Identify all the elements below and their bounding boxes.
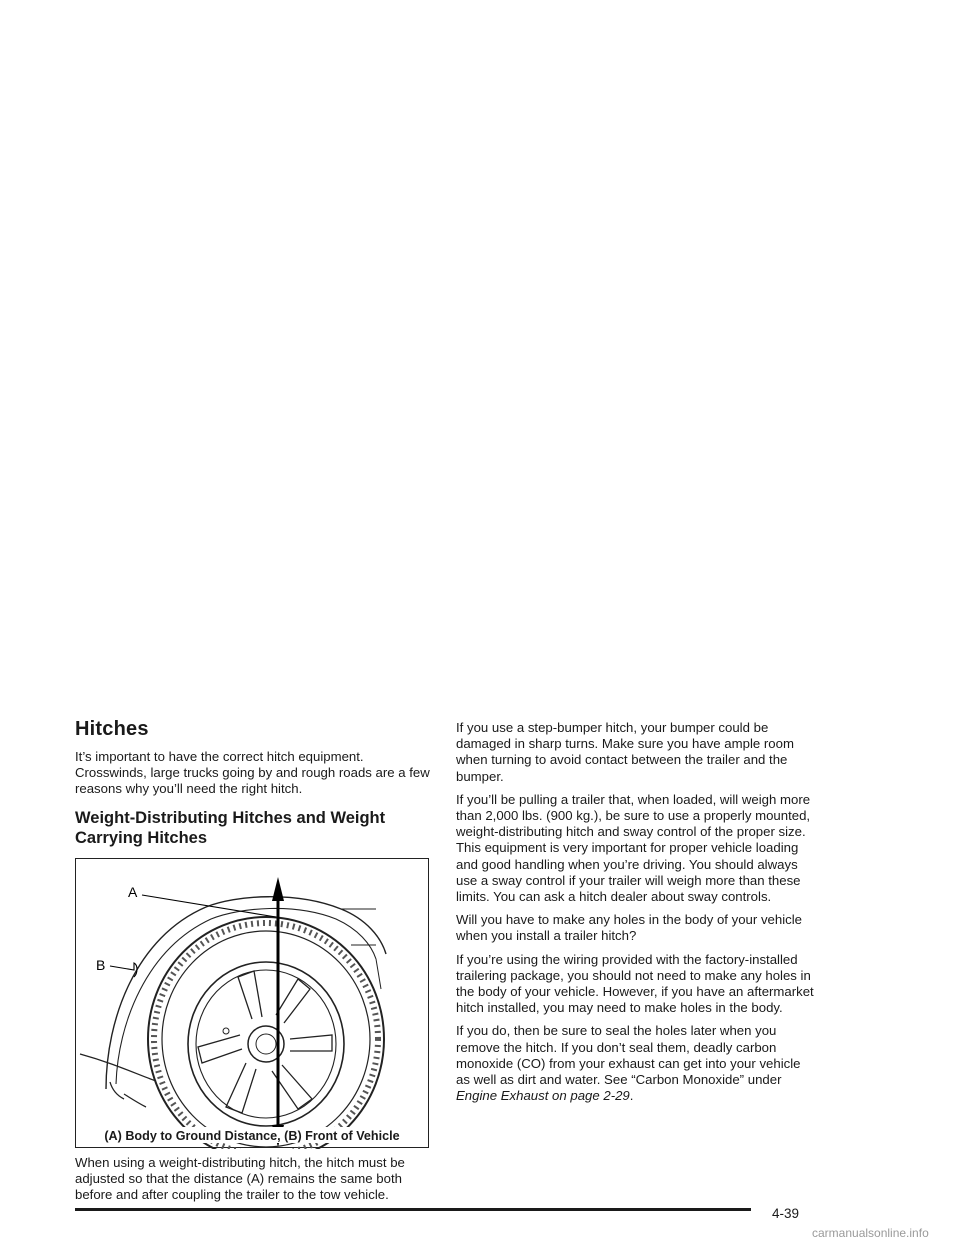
page-number: 4-39 [772,1206,800,1221]
label-b: B [96,956,106,973]
seal-holes-text: If you do, then be sure to seal the holes later when you remove the hitch. If you don’t seal them, deadly carbon monoxide (CO) from your exhaust can get into your vehicle as well as dirt and water. See “Carbon Monoxide” under [456,1023,801,1088]
holes-question-paragraph: Will you have to make any holes in the body of your vehicle when you install a trailer hitch? [456,912,802,944]
right-column [456,720,818,1111]
sway-control-paragraph: If you’ll be pulling a trailer that, when loaded, will weigh more than 2,000 lbs. (900 kg.), be sure to use a properly mounted, weight-distributing hitch and sway control of the proper size. This equipment is very important for proper vehicle loading and good handling when you’re driving. You should always use a sway control if your trailer will weigh more than these limits. You can ask a hitch dealer about sway controls. [456,791,811,905]
hitches-intro: It’s important to have the correct hitch equipment. Crosswinds, large trucks going by and rough roads are a few reasons why you’ll need the right hitch. [75,749,430,797]
wheel-illustration [76,859,430,1149]
weight-hitch-paragraph: When using a weight-distributing hitch, the hitch must be adjusted so that the distance (A) remains the same both before and after coupling the trailer to the tow vehicle. [75,1154,405,1203]
engine-exhaust-reference[interactable]: Engine Exhaust on page 2-29 [456,1088,630,1104]
hitches-heading: Hitches [75,718,149,740]
footer-rule [75,1208,751,1211]
seal-holes-paragraph [456,1023,818,1104]
left-column [75,718,431,1210]
seal-holes-end: . [629,1088,634,1104]
weight-hitches-heading: Weight-Distributing Hitches and Weight Carrying Hitches [75,808,386,847]
step-bumper-paragraph: If you use a step-bumper hitch, your bumper could be damaged in sharp turns. Make sure you have ample room when turning to avoid contact between the trailer and the bumper. [456,720,794,784]
figure-caption: (A) Body to Ground Distance, (B) Front of Vehicle [76,1127,428,1143]
label-a: A [128,883,138,900]
wheel-figure [75,858,429,1148]
watermark: carmanualsonline.info [812,1226,929,1240]
wiring-paragraph: If you’re using the wiring provided with the factory-installed trailering package, you should not need to make any holes in the body of your vehicle. However, if you have an aftermarket hitch installed, you may need to make holes in the body. [456,951,814,1016]
